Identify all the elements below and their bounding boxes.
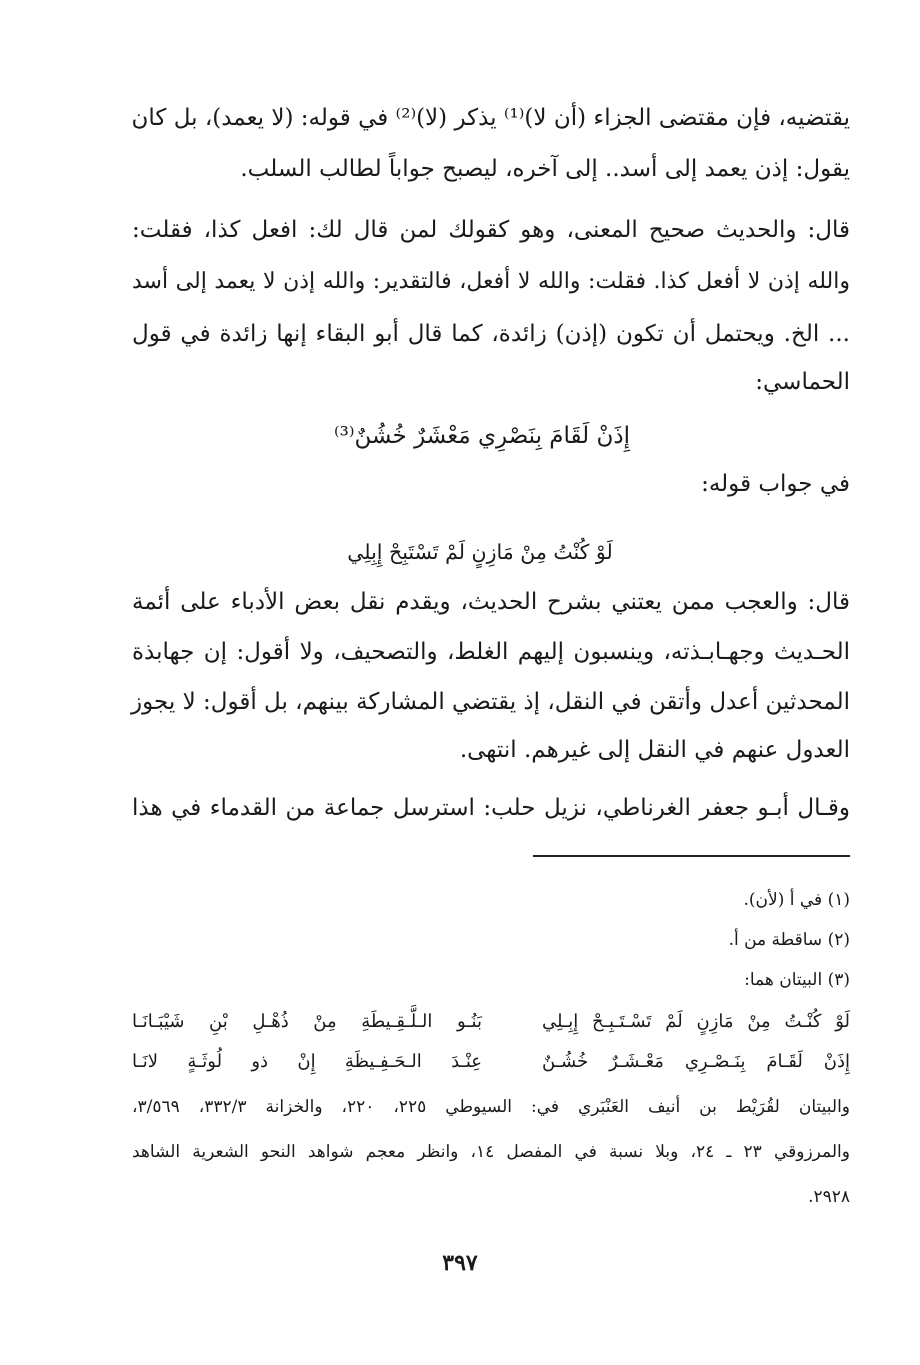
couplet-second-hemistich: بَنُـو الـلَّـقِـيطَةِ مِنْ ذُهْـلِ بْنِ شَيْبَـانَـا [132,1011,482,1032]
footnote-source-line: ٢٩٢٨. [808,1187,850,1207]
body-line: الحـديث وجهـابـذته، وينسبون إليهم الغلط، والتصحيف، ولا أقول: إن جهابذة [132,639,850,665]
footnote-source-line: والمرزوقي ٢٣ ـ ٢٤، وبلا نسبة في المفصل ١٤، وانظر معجم شواهد النحو الشعرية الشاهد [132,1142,850,1162]
poem-verse: إِذَنْ لَقَامَ بِنَصْرِي مَعْشَرٌ خُشُنٌ⁽³⁾ [333,423,631,449]
body-line: يقتضيه، فإن مقتضى الجزاء (أن لا)⁽¹⁾ يذكر (لا)⁽²⁾ في قوله: (لا يعمد)، بل كان [131,105,850,131]
footnote-source-line: والبيتان لقُرَيْط بن أنيف العَنْبَري في: السيوطي ٢٢٥، ٢٢٠، والخزانة ٣٣٢/٣، ٣/٥٦٩، [132,1097,851,1117]
footnote: (٣) البيتان هما: [744,970,850,990]
body-line: المحدثين أعدل وأتقن في النقل، إذ يقتضي المشاركة بينهم، بل أقول: لا يجوز [131,689,850,715]
footnote: (١) في أ (لأن). [743,890,850,910]
footnote: (٢) ساقطة من أ. [728,930,850,950]
body-line: وقـال أبـو جعفر الغرناطي، نزيل حلب: استرسل جماعة من القدماء في هذا [132,795,850,821]
couplet-second-hemistich: عِنْـدَ الـحَـفِـيظَةِ إِنْ ذو لُوثَـةٍ لانَـا [132,1051,482,1072]
body-line: ... الخ. ويحتمل أن تكون (إذن) زائدة، كما قال أبو البقاء إنها زائدة في قول [132,321,850,347]
page-number: ٣٩٧ [442,1250,478,1276]
body-line: العدول عنهم في النقل إلى غيرهم. انتهى. [459,737,850,763]
footnote-divider [533,855,850,857]
couplet-first-hemistich: إِذَنْ لَقَـامَ بِنَـصْـرِي مَعْـشَـرٌ خُشُـنٌ [542,1051,850,1072]
body-line: والله إذن لا أفعل كذا. فقلت: والله لا أفعل، فالتقدير: والله إذن لا يعمد إلى أسد [132,269,850,294]
poem-verse: لَوْ كُنْتُ مِنْ مَازِنٍ لَمْ تَسْتَبِحْ إِبِلِي [347,540,613,564]
body-line: قال: والعجب ممن يعتني بشرح الحديث، ويقدم نقل بعض الأدباء على أئمة [132,589,850,615]
couplet-first-hemistich: لَوْ كُنْـتُ مِنْ مَازِنٍ لَمْ تَسْـتَـبِـحْ إِبِـلِي [542,1011,850,1032]
body-line: الحماسي: [755,369,850,395]
body-line: يقول: إذن يعمد إلى أسد.. إلى آخره، ليصبح جواباً لطالب السلب. [240,156,850,182]
body-line: قال: والحديث صحيح المعنى، وهو كقولك لمن قال لك: افعل كذا، فقلت: [132,217,850,243]
body-line: في جواب قوله: [701,471,850,497]
